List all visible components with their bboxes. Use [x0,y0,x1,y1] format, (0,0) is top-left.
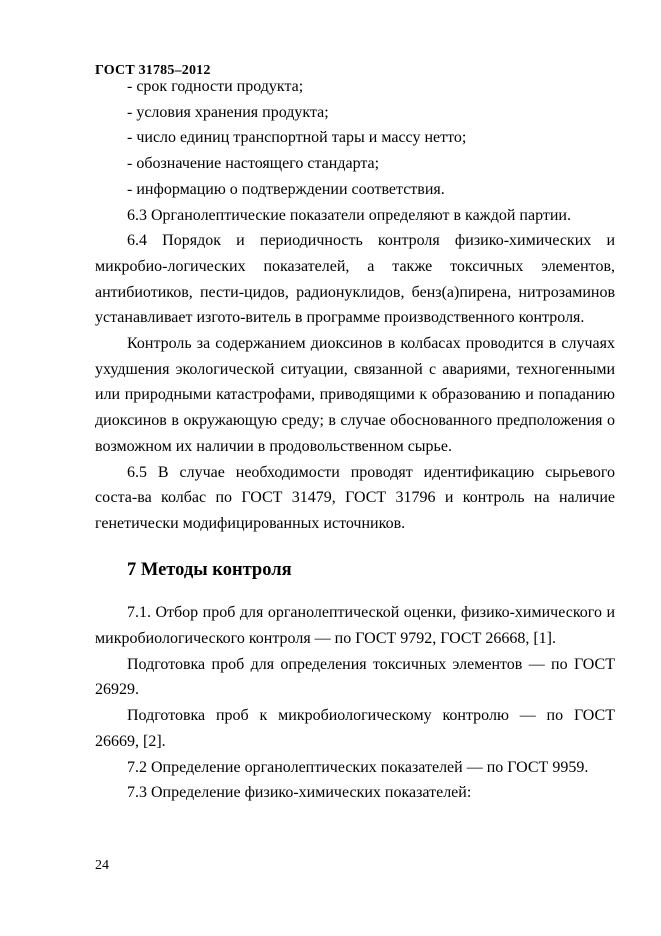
paragraph-6-5: 6.5 В случае необходимости проводят идентификацию сырьевого соста-ва колбас по ГОСТ 31479, ГОСТ 31796 и контроль на наличие генетически модифицированных источников. [95,463,615,532]
page-number: 24 [95,858,109,873]
paragraph-7-2: 7.2 Определение органолептических показателей — по ГОСТ 9959. [127,758,589,776]
document-body [95,74,615,806]
paragraph-6-3: 6.3 Органолептические показатели определяют в каждой партии. [127,206,571,224]
list-item-storage-conditions: - условия хранения продукта; [127,103,329,121]
list-item-standard-designation: - обозначение настоящего стандарта; [127,155,380,173]
paragraph-prep-toxic: Подготовка проб для определения токсичных элементов — по ГОСТ 26929. [95,655,615,699]
list-item-conformity-info: - информацию о подтверждении соответствия. [127,180,445,198]
paragraph-6-4: 6.4 Порядок и периодичность контроля физико-химических и микробио-логических показателей, а также токсичных элементов, антибиотиков, пести-цидов, радионуклидов, бенз(а)пирена, нитрозаминов устанавливает изгото-витель в программе производственного контроля. [95,232,615,327]
paragraph-7-1: 7.1. Отбор проб для органолептической оценки, физико-химического и микробиологического контроля — по ГОСТ 9792, ГОСТ 26668, [1]. [95,604,615,648]
list-item-shelf-life: - срок годности продукта; [127,78,304,95]
document-code-header: ГОСТ 31785–2012 [95,63,211,78]
paragraph-7-3: 7.3 Определение физико-химических показателей: [127,784,472,802]
section-title: 7 Методы контроля [127,559,292,580]
paragraph-dioxins: Контроль за содержанием диоксинов в колбасах проводится в случаях ухудшения экологической ситуации, связанной с авариями, техногенными или природными катастрофами, приводящими к образованию и попаданию диоксинов в окружающую среду; в случае обоснованного предположения о возможном их наличии в продовольственном сырье. [95,335,615,455]
paragraph-prep-micro: Подготовка проб к микробиологическому контролю — по ГОСТ 26669, [2]. [95,707,615,750]
list-item-transport-units: - число единиц транспортной тары и массу нетто; [127,129,467,147]
